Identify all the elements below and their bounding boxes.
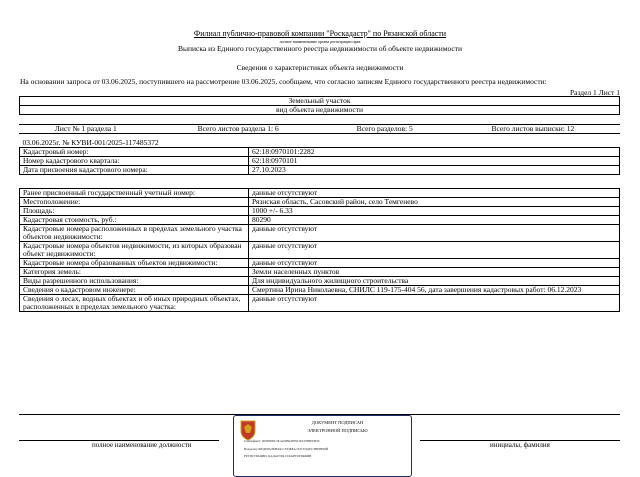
detail-label: Сведения о лесах, водных объектах и об иных природных объектах, расположенных в пределах земельного участка: bbox=[20, 295, 249, 312]
stamp-owner: Владелец: ФЕДЕРАЛЬНАЯ СЛУЖБА ГОСУДАРСТВЕННОЙ bbox=[244, 447, 329, 451]
detail-value: данные отсутствуют bbox=[249, 225, 620, 242]
detail-label: Кадастровые номера расположенных в пределах земельного участка объектов недвижимости: bbox=[20, 225, 249, 242]
cadastral-number-label: Кадастровый номер: bbox=[20, 148, 249, 157]
table-row bbox=[20, 242, 620, 259]
cadastral-number-value: 62:18:0970101:2282 bbox=[249, 148, 620, 157]
detail-value: 80290 bbox=[249, 216, 620, 225]
organization-caption: полное наименование органа регистрации прав bbox=[279, 39, 361, 44]
assign-date-value: 27.10.2023 bbox=[249, 166, 620, 175]
detail-label: Кадастровые номера объектов недвижимости, из которых образован объект недвижимости: bbox=[20, 242, 249, 259]
assign-date-label: Дата присвоения кадастрового номера: bbox=[20, 166, 249, 175]
emblem-icon bbox=[237, 419, 259, 441]
sheet-info-table bbox=[19, 124, 620, 134]
detail-value: Для индивидуального жилищного строительства bbox=[249, 277, 620, 286]
detail-value: данные отсутствуют bbox=[249, 259, 620, 268]
e-signature-stamp bbox=[233, 415, 412, 477]
name-caption: инициалы, фамилия bbox=[490, 441, 550, 449]
sheets-total: Всего листов выписки: 12 bbox=[446, 125, 620, 134]
detail-value: 1000 +/- 6.33 bbox=[249, 207, 620, 216]
table-row bbox=[20, 166, 620, 175]
stamp-line-1: ДОКУМЕНТ ПОДПИСАН bbox=[311, 420, 364, 425]
detail-label: Местоположение: bbox=[20, 198, 249, 207]
details-table bbox=[19, 188, 620, 312]
section-title: Сведения о характеристиках объекта недвижимости bbox=[236, 63, 404, 72]
detail-value: Рязнская область, Сасовский район, село Темгенево bbox=[249, 198, 620, 207]
object-type: Земельный участок bbox=[20, 97, 620, 106]
quarter-number-label: Номер кадастрового квартала: bbox=[20, 157, 249, 166]
detail-label: Категория земель: bbox=[20, 268, 249, 277]
detail-label: Кадастровая стоимость, руб.: bbox=[20, 216, 249, 225]
sheet-number: Лист № 1 раздела 1 bbox=[19, 125, 153, 134]
detail-label: Ранее присвоенный государственный учетный номер: bbox=[20, 189, 249, 198]
ids-table bbox=[19, 139, 620, 175]
detail-value: Земли населенных пунктов bbox=[249, 268, 620, 277]
table-row bbox=[20, 295, 620, 312]
detail-value: данные отсутствуют bbox=[249, 295, 620, 312]
request-number: 03.06.2025г. № КУВИ-001/2025-117485372 bbox=[22, 138, 159, 147]
detail-value: Смертина Ирина Николаевна, СНИЛС 119-175-404 56, дата завершения кадастровых работ: 06.12.2023 bbox=[249, 286, 620, 295]
detail-value: данные отсутствуют bbox=[249, 189, 620, 198]
position-caption: полное наименование должности bbox=[92, 441, 192, 449]
section-sheet: Раздел 1 Лист 1 bbox=[569, 88, 620, 97]
object-type-caption: вид объекта недвижимости bbox=[20, 106, 620, 115]
stamp-line-2: ЭЛЕКТРОННОЙ ПОДПИСЬЮ bbox=[307, 428, 368, 433]
stamp-owner-2: РЕГИСТРАЦИИ, КАДАСТРА И КАРТОГРАФИИ bbox=[244, 454, 312, 458]
table-row bbox=[20, 225, 620, 242]
quarter-number-value: 62:18:0970101 bbox=[249, 157, 620, 166]
section-sheets-total: Всего листов раздела 1: 6 bbox=[153, 125, 324, 134]
organization-name: Филиал публично-правовой компании "Роскадастр" по Рязанской области bbox=[193, 29, 447, 38]
object-type-table bbox=[19, 96, 620, 115]
detail-label: Площадь: bbox=[20, 207, 249, 216]
detail-label: Кадастровые номера образованных объектов недвижимости: bbox=[20, 259, 249, 268]
detail-value: данные отсутствуют bbox=[249, 242, 620, 259]
detail-label: Сведения о кадастровом инженере: bbox=[20, 286, 249, 295]
stamp-certificate: Сертификат: 009F08DC181A02B04585F1E2379BEFB30 bbox=[244, 439, 320, 443]
sections-total: Всего разделов: 5 bbox=[324, 125, 446, 134]
request-basis: На основании запроса от 03.06.2025, поступившего на рассмотрение 03.06.2025, сообщаем, что согласно записям Единого государственного реестра недвижимости: bbox=[20, 77, 547, 86]
document-title: Выписка из Единого государственного реестра недвижимости об объекте недвижимости bbox=[177, 44, 463, 53]
table-row bbox=[20, 198, 620, 207]
detail-label: Виды разрешенного использования: bbox=[20, 277, 249, 286]
